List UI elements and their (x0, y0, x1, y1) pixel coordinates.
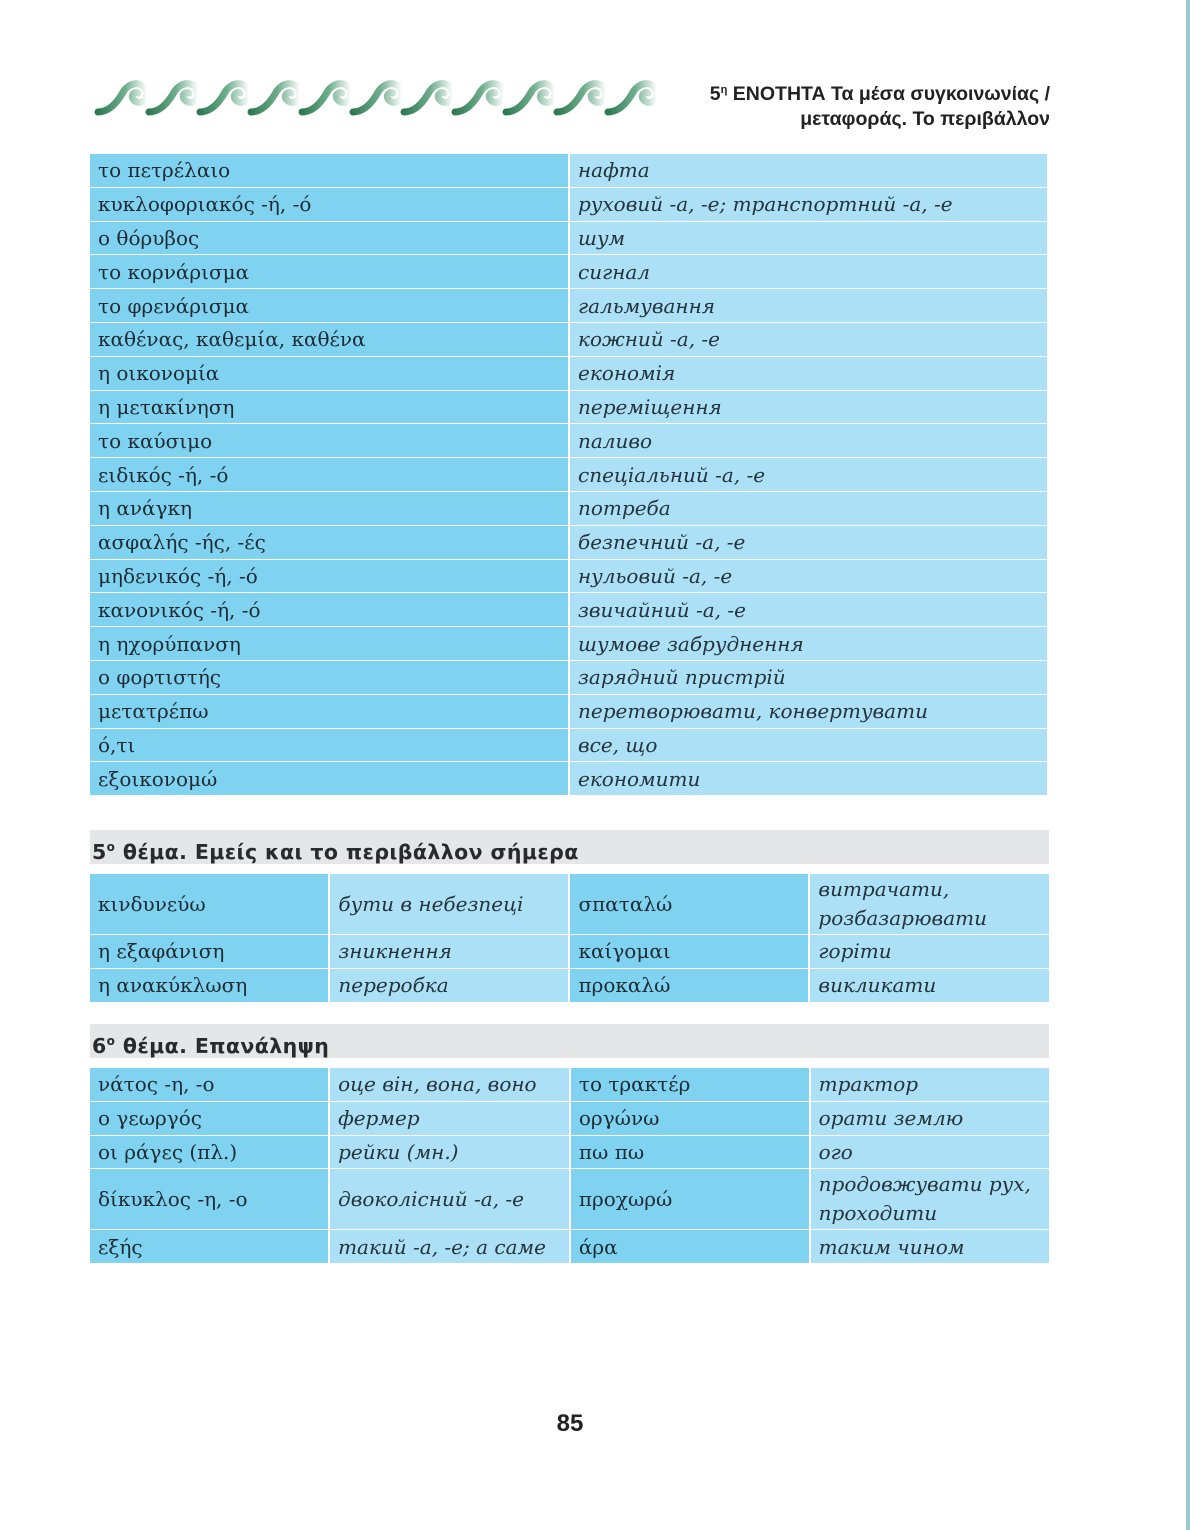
table-row (90, 874, 1049, 934)
ukrainian-translation: горіти (810, 935, 1049, 968)
greek-term: το κορνάρισμα (90, 255, 568, 288)
greek-term: μετατρέπω (90, 695, 568, 728)
table-row (90, 627, 1047, 660)
meander-wave-unit (200, 84, 249, 112)
greek-term: κυκλοφοριακός -ή, -ό (90, 188, 568, 221)
greek-term: οργώνω (571, 1102, 809, 1135)
page-edge-strip (1186, 0, 1190, 1530)
table-row (90, 222, 1047, 255)
greek-term: ο γεωργός (90, 1102, 328, 1135)
ukrainian-translation: руховий -а, -е; транспортний -а, -е (570, 188, 1047, 221)
greek-term: η μετακίνηση (90, 391, 568, 424)
ukrainian-translation: ого (811, 1136, 1049, 1169)
ukrainian-translation: сигнал (570, 255, 1047, 288)
greek-term: προχωρώ (571, 1169, 809, 1229)
greek-term: νάτος -η, -ο (90, 1068, 328, 1101)
meander-wave-unit (353, 84, 402, 112)
unit-title-text1: ΕΝΟΤΗΤΑ Τα μέσα συγκοινωνίας / (732, 83, 1050, 105)
ukrainian-translation: такий -а, -е; а саме (330, 1230, 569, 1263)
ukrainian-translation: потреба (570, 492, 1047, 525)
greek-term: σπαταλώ (570, 874, 808, 934)
theme6-sup: ο (106, 1034, 116, 1048)
greek-term: πω πω (571, 1136, 809, 1169)
vocabulary-table-theme6 (88, 1067, 1051, 1264)
ukrainian-translation: звичайний -а, -е (570, 593, 1047, 626)
table-row (90, 323, 1047, 356)
meander-wave-unit (404, 84, 453, 112)
ukrainian-translation: бути в небезпеці (330, 874, 568, 934)
table-row (90, 1102, 1049, 1135)
ukrainian-translation: продовжувати рух, проходити (811, 1169, 1049, 1229)
meander-wave-unit (149, 84, 198, 112)
greek-term: προκαλώ (570, 969, 808, 1002)
table-row (90, 458, 1047, 491)
meander-wave-unit (302, 84, 351, 112)
ukrainian-translation: фермер (330, 1102, 569, 1135)
greek-term: κινδυνεύω (90, 874, 328, 934)
greek-term: η ανακύκλωση (90, 969, 328, 1002)
ukrainian-translation: нафта (570, 154, 1047, 187)
greek-term: άρα (571, 1230, 809, 1263)
table-row (90, 593, 1047, 626)
unit-title (710, 78, 1050, 132)
meander-wave-unit (608, 84, 657, 112)
table-row (90, 1169, 1049, 1229)
ukrainian-translation: орати землю (811, 1102, 1049, 1135)
ukrainian-translation: витрачати, розбазарювати (810, 874, 1049, 934)
ukrainian-translation: нульовий -а, -е (570, 560, 1047, 593)
greek-term: το καύσιμο (90, 424, 568, 457)
unit-title-line2: μεταφοράς. Το περιβάλλον (800, 108, 1050, 130)
unit-number-sup: η (720, 84, 728, 96)
theme5-title: θέμα. Εμείς και το περιβάλλον σήμερα (122, 840, 579, 864)
table-row (90, 492, 1047, 525)
table-row (90, 695, 1047, 728)
table-row (90, 289, 1047, 322)
ukrainian-translation: спеціальний -а, -е (570, 458, 1047, 491)
greek-term: εξής (90, 1230, 328, 1263)
greek-term: η ανάγκη (90, 492, 568, 525)
vocabulary-table-main (88, 153, 1049, 796)
ukrainian-translation: таким чином (811, 1230, 1049, 1263)
greek-term: καίγομαι (570, 935, 808, 968)
greek-term: ο θόρυβος (90, 222, 568, 255)
meander-wave-unit (455, 84, 504, 112)
vocabulary-table-theme5 (88, 873, 1051, 1003)
meander-wave-unit (557, 84, 606, 112)
ukrainian-translation: безпечний -а, -е (570, 526, 1047, 559)
ukrainian-translation: гальмування (570, 289, 1047, 322)
table-row (90, 1068, 1049, 1101)
meander-wave-unit (506, 84, 555, 112)
theme5-number: 5 (92, 840, 107, 864)
meander-wave-unit (98, 84, 147, 112)
greek-term: η ηχορύπανση (90, 627, 568, 660)
ukrainian-translation: шумове забруднення (570, 627, 1047, 660)
unit-title-line1 (710, 78, 1050, 107)
ukrainian-translation: рейки (мн.) (330, 1136, 569, 1169)
greek-term: καθένας, καθεμία, καθένα (90, 323, 568, 356)
table-row (90, 154, 1047, 187)
ukrainian-translation: переміщення (570, 391, 1047, 424)
theme5-sup: ο (106, 840, 116, 854)
ukrainian-translation: викликати (810, 969, 1049, 1002)
ukrainian-translation: економити (570, 762, 1047, 795)
greek-term: μηδενικός -ή, -ό (90, 560, 568, 593)
greek-term: οι ράγες (πλ.) (90, 1136, 328, 1169)
table-row (90, 560, 1047, 593)
greek-term: το τρακτέρ (571, 1068, 809, 1101)
unit-number: 5 (709, 83, 721, 105)
ukrainian-translation: переробка (330, 969, 568, 1002)
ukrainian-translation: економія (570, 357, 1047, 390)
table-row (90, 762, 1047, 795)
table-row (90, 188, 1047, 221)
greek-term: το φρενάρισμα (90, 289, 568, 322)
theme6-number: 6 (92, 1034, 107, 1058)
greek-term: κανονικός -ή, -ό (90, 593, 568, 626)
greek-term: ειδικός -ή, -ό (90, 458, 568, 491)
greek-term: η οικονομία (90, 357, 568, 390)
greek-term: δίκυκλος -η, -ο (90, 1169, 328, 1229)
table-row (90, 935, 1049, 968)
table-row (90, 1136, 1049, 1169)
greek-term: ασφαλής -ής, -ές (90, 526, 568, 559)
ukrainian-translation: зарядний пристрій (570, 661, 1047, 694)
ukrainian-translation: паливо (570, 424, 1047, 457)
ukrainian-translation: двоколісний -а, -е (330, 1169, 569, 1229)
ukrainian-translation: кожний -а, -е (570, 323, 1047, 356)
greek-term: εξοικονομώ (90, 762, 568, 795)
table-row (90, 729, 1047, 762)
section-heading-theme5 (90, 830, 1049, 864)
meander-wave-unit (251, 84, 300, 112)
section-heading-theme6 (90, 1024, 1049, 1058)
ukrainian-translation: шум (570, 222, 1047, 255)
table-row (90, 1230, 1049, 1263)
table-row (90, 969, 1049, 1002)
ukrainian-translation: перетворювати, конвертувати (570, 695, 1047, 728)
table-row (90, 661, 1047, 694)
greek-term: το πετρέλαιο (90, 154, 568, 187)
greek-wave-meander-icon (90, 74, 660, 120)
ukrainian-translation: все, що (570, 729, 1047, 762)
table-row (90, 357, 1047, 390)
greek-term: ο φορτιστής (90, 661, 568, 694)
table-row (90, 424, 1047, 457)
greek-term: η εξαφάνιση (90, 935, 328, 968)
table-row (90, 255, 1047, 288)
table-row (90, 391, 1047, 424)
page-number: 85 (556, 1410, 584, 1437)
theme6-title: θέμα. Επανάληψη (122, 1034, 330, 1058)
greek-term: ό,τι (90, 729, 568, 762)
table-row (90, 526, 1047, 559)
ukrainian-translation: оце він, вона, воно (330, 1068, 569, 1101)
ukrainian-translation: зникнення (330, 935, 568, 968)
ukrainian-translation: трактор (811, 1068, 1049, 1101)
